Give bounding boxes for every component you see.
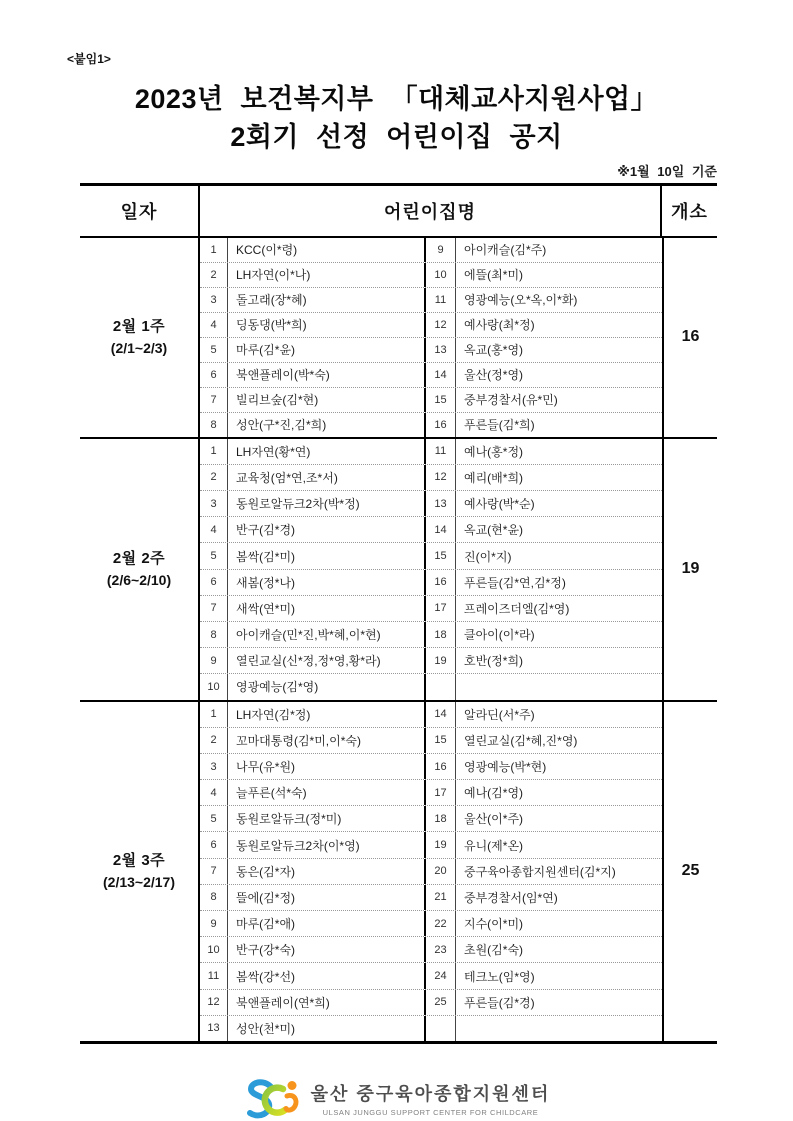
column-header-center-name: 어린이집명 (200, 186, 662, 236)
table-row (200, 491, 662, 517)
entry-name: 예사랑(박*순) (464, 497, 535, 512)
entry-number: 19 (426, 832, 456, 857)
section-date-cell (80, 702, 200, 1041)
entry-number: 5 (200, 806, 228, 831)
entry-name: 교육청(엄*연,조*서) (228, 465, 426, 490)
table-row (200, 911, 662, 937)
entry-name: LH자연(이*나) (228, 263, 426, 287)
entry-name: 성안(천*미) (228, 1016, 426, 1041)
org-name-korean: 울산 중구육아종합지원센터 (310, 1084, 551, 1105)
org-name-block (311, 1085, 551, 1117)
entry-name: 예리(배*희) (464, 470, 524, 485)
entry-name: 호반(정*희) (464, 654, 524, 669)
table-row (200, 622, 662, 648)
entry-name: 북앤플레이(박*숙) (228, 363, 426, 387)
entry-number: 11 (200, 963, 228, 988)
entry-number: 11 (426, 288, 456, 312)
entry-name: 마루(김*애) (228, 911, 426, 936)
entry-name: 성안(구*진,김*희) (228, 413, 426, 437)
table-row (200, 465, 662, 491)
table-body (80, 238, 717, 1041)
entry-number: 4 (200, 780, 228, 805)
entry-number: 2 (200, 728, 228, 753)
entry-number: 7 (200, 859, 228, 884)
entry-number: 13 (426, 338, 456, 362)
entry-number: 17 (426, 596, 456, 621)
table-row (200, 517, 662, 543)
entry-name: 옥교(홍*영) (464, 343, 524, 358)
entry-number: 4 (200, 313, 228, 337)
table-row (200, 1016, 662, 1041)
section-date-cell (80, 238, 200, 437)
section-date-cell (80, 439, 200, 700)
entry-name: 푸른들(김*경) (464, 995, 535, 1010)
section-entry-list (200, 238, 662, 437)
entry-number: 3 (200, 754, 228, 779)
entry-name: 동은(김*자) (228, 859, 426, 884)
table-section (80, 700, 717, 1041)
entry-number: 9 (200, 911, 228, 936)
entry-name: 아이캐슬(김*주) (464, 243, 547, 258)
entry-number: 21 (426, 885, 456, 910)
section-week-label: 2월 1주 (112, 317, 166, 335)
table-row (200, 439, 662, 465)
org-name-english: ULSAN JUNGGU SUPPORT CENTER FOR CHILDCARE (322, 1107, 539, 1117)
reference-date-note: ※1월 10일 기준 (617, 163, 717, 179)
table-row (200, 543, 662, 569)
entry-number: 10 (200, 937, 228, 962)
column-header-date: 일자 (80, 186, 200, 236)
entry-number: 1 (200, 238, 228, 262)
entry-number: 4 (200, 517, 228, 542)
entry-number: 18 (426, 622, 456, 647)
entry-number: 13 (200, 1016, 228, 1041)
entry-name: 꼬마대통령(김*미,이*숙) (228, 728, 426, 753)
entry-number: 14 (426, 363, 456, 387)
table-row (200, 859, 662, 885)
title-line-2: 2회기 선정 어린이집 공지 (230, 122, 563, 153)
entry-number: 15 (426, 728, 456, 753)
entry-number: 10 (200, 674, 228, 699)
entry-name: 영광예능(오*옥,이*화) (464, 293, 578, 308)
entry-number: 22 (426, 911, 456, 936)
table-row (200, 363, 662, 388)
entry-number: 24 (426, 963, 456, 988)
entry-name: 초원(김*숙) (464, 943, 524, 958)
entry-name: 동원로알듀크(정*미) (228, 806, 426, 831)
table-section (80, 437, 717, 700)
entry-name: 반구(김*경) (228, 517, 426, 542)
entry-number: 14 (426, 517, 456, 542)
entry-name: 동원로알듀크2차(박*정) (228, 491, 426, 516)
entry-number: 25 (426, 990, 456, 1015)
entry-name: 돌고래(장*혜) (228, 288, 426, 312)
entry-number: 2 (200, 263, 228, 287)
entry-name: 영광예능(박*현) (464, 760, 547, 774)
entry-name: 새싹(연*미) (228, 596, 426, 621)
table-row (200, 832, 662, 858)
entry-number: 8 (200, 622, 228, 647)
table-row (200, 990, 662, 1016)
section-entry-list (200, 702, 662, 1041)
table-section (80, 238, 717, 437)
table-row (200, 263, 662, 288)
entry-name: 중구육아종합지원센터(김*지) (464, 864, 616, 879)
table-row (200, 754, 662, 780)
table-row (200, 702, 662, 728)
entry-name: LH자연(김*정) (228, 702, 426, 727)
center-logo-icon (243, 1076, 301, 1121)
entry-number: 12 (200, 990, 228, 1015)
table-row (200, 338, 662, 363)
entry-name (456, 674, 662, 699)
table-row (200, 313, 662, 338)
entry-number: 16 (426, 570, 456, 595)
table-row (200, 648, 662, 674)
entry-number: 23 (426, 937, 456, 962)
entry-name: 푸른들(김*연,김*정) (464, 575, 566, 590)
entry-number: 9 (426, 238, 456, 262)
table-row (200, 728, 662, 754)
entry-name: 지수(이*미) (464, 917, 524, 932)
entry-name: 새봄(정*나) (228, 570, 426, 595)
entry-name: 나무(유*원) (228, 754, 426, 779)
entry-number: 12 (426, 465, 456, 490)
entry-name: 테크노(임*영) (464, 969, 535, 984)
entry-number: 13 (426, 491, 456, 516)
entry-name: 북앤플레이(연*희) (228, 990, 426, 1015)
entry-number: 18 (426, 806, 456, 831)
table-row (200, 780, 662, 806)
entry-name: 봄싹(김*미) (228, 543, 426, 568)
section-week-label: 2월 2주 (112, 549, 166, 567)
entry-number: 3 (200, 491, 228, 516)
entry-name: 열린교실(김*혜,진*영) (464, 733, 578, 748)
entry-number: 17 (426, 780, 456, 805)
entry-name: 영광예능(김*영) (228, 674, 426, 699)
table-header-row (80, 186, 717, 238)
section-entry-list (200, 439, 662, 700)
section-count: 19 (662, 439, 717, 700)
entry-number: 11 (426, 439, 456, 464)
section-date-range: (2/13~2/17) (103, 874, 175, 891)
entry-number: 6 (200, 363, 228, 387)
entry-number: 2 (200, 465, 228, 490)
entry-name: 예사랑(최*정) (464, 318, 535, 333)
entry-name: 아이캐슬(민*진,박*혜,이*현) (228, 622, 426, 647)
attachment-label: <붙임1> (67, 52, 111, 66)
entry-name: KCC(이*령) (228, 238, 426, 262)
entry-number: 19 (426, 648, 456, 673)
entry-name: 푸른들(김*희) (464, 418, 535, 433)
entry-number: 3 (200, 288, 228, 312)
entry-name: 딩동댕(박*희) (228, 313, 426, 337)
entry-name: 클아이(이*라) (464, 628, 535, 643)
table-row (200, 674, 662, 699)
entry-number (426, 1016, 456, 1041)
entry-name: 중부경찰서(임*연) (464, 890, 558, 905)
column-header-count: 개소 (671, 201, 708, 222)
entry-name: 옥교(현*윤) (464, 523, 524, 538)
entry-number: 15 (426, 543, 456, 568)
table-row (200, 570, 662, 596)
entry-number: 16 (426, 413, 456, 437)
entry-number: 16 (426, 754, 456, 779)
table-row (200, 238, 662, 263)
entry-number: 15 (426, 388, 456, 412)
entry-name: 반구(강*숙) (228, 937, 426, 962)
table-row (200, 806, 662, 832)
entry-name: 늘푸른(석*숙) (228, 780, 426, 805)
entry-name: 울산(이*주) (464, 812, 524, 827)
table-row (200, 596, 662, 622)
entry-name: 예나(홍*정) (464, 444, 524, 459)
section-week-label: 2월 3주 (112, 851, 166, 869)
title-line-1: 2023년 보건복지부 「대체교사지원사업」 (134, 84, 659, 114)
entry-number: 12 (426, 313, 456, 337)
entry-number: 14 (426, 702, 456, 727)
entry-name: 봄싹(강*선) (228, 963, 426, 988)
entry-number: 10 (426, 263, 456, 287)
section-count: 16 (662, 238, 717, 437)
entry-number: 7 (200, 596, 228, 621)
entry-name: LH자연(황*연) (228, 439, 426, 464)
entry-number: 9 (200, 648, 228, 673)
table-row (200, 388, 662, 413)
entry-number: 8 (200, 413, 228, 437)
entry-number: 5 (200, 543, 228, 568)
table-row (200, 413, 662, 437)
entry-name: 울산(정*영) (464, 368, 524, 383)
section-date-range: (2/6~2/10) (106, 571, 172, 588)
entry-number: 6 (200, 832, 228, 857)
entry-number: 1 (200, 702, 228, 727)
entry-number: 8 (200, 885, 228, 910)
table-row (200, 288, 662, 313)
entry-name: 알라딘(서*주) (464, 707, 535, 722)
entry-name: 중부경찰서(유*민) (464, 393, 558, 408)
entry-name: 진(이*지) (464, 549, 512, 564)
entry-name: 유니(제*온) (464, 838, 524, 853)
entry-name: 마루(김*윤) (228, 338, 426, 362)
entry-name: 예나(김*영) (464, 786, 524, 801)
table-row (200, 963, 662, 989)
footer-logo-block (0, 1076, 793, 1121)
entry-number: 7 (200, 388, 228, 412)
section-count: 25 (662, 702, 717, 1041)
page-title (0, 80, 793, 157)
section-date-range: (2/1~2/3) (110, 339, 168, 356)
selected-centers-table (80, 183, 717, 1044)
entry-number: 1 (200, 439, 228, 464)
entry-name: 뜰에(김*정) (228, 885, 426, 910)
entry-number (426, 674, 456, 699)
entry-number: 20 (426, 859, 456, 884)
entry-name: 프레이즈더엘(김*영) (464, 601, 570, 616)
entry-name: 열린교실(신*정,정*영,황*라) (228, 648, 426, 673)
table-row (200, 937, 662, 963)
entry-name: 에뜰(최*미) (464, 268, 524, 283)
entry-number: 5 (200, 338, 228, 362)
entry-name: 빌리브숲(김*현) (228, 388, 426, 412)
entry-name: 동원로알듀크2차(이*영) (228, 832, 426, 857)
entry-number: 6 (200, 570, 228, 595)
entry-name (456, 1016, 662, 1041)
table-row (200, 885, 662, 911)
